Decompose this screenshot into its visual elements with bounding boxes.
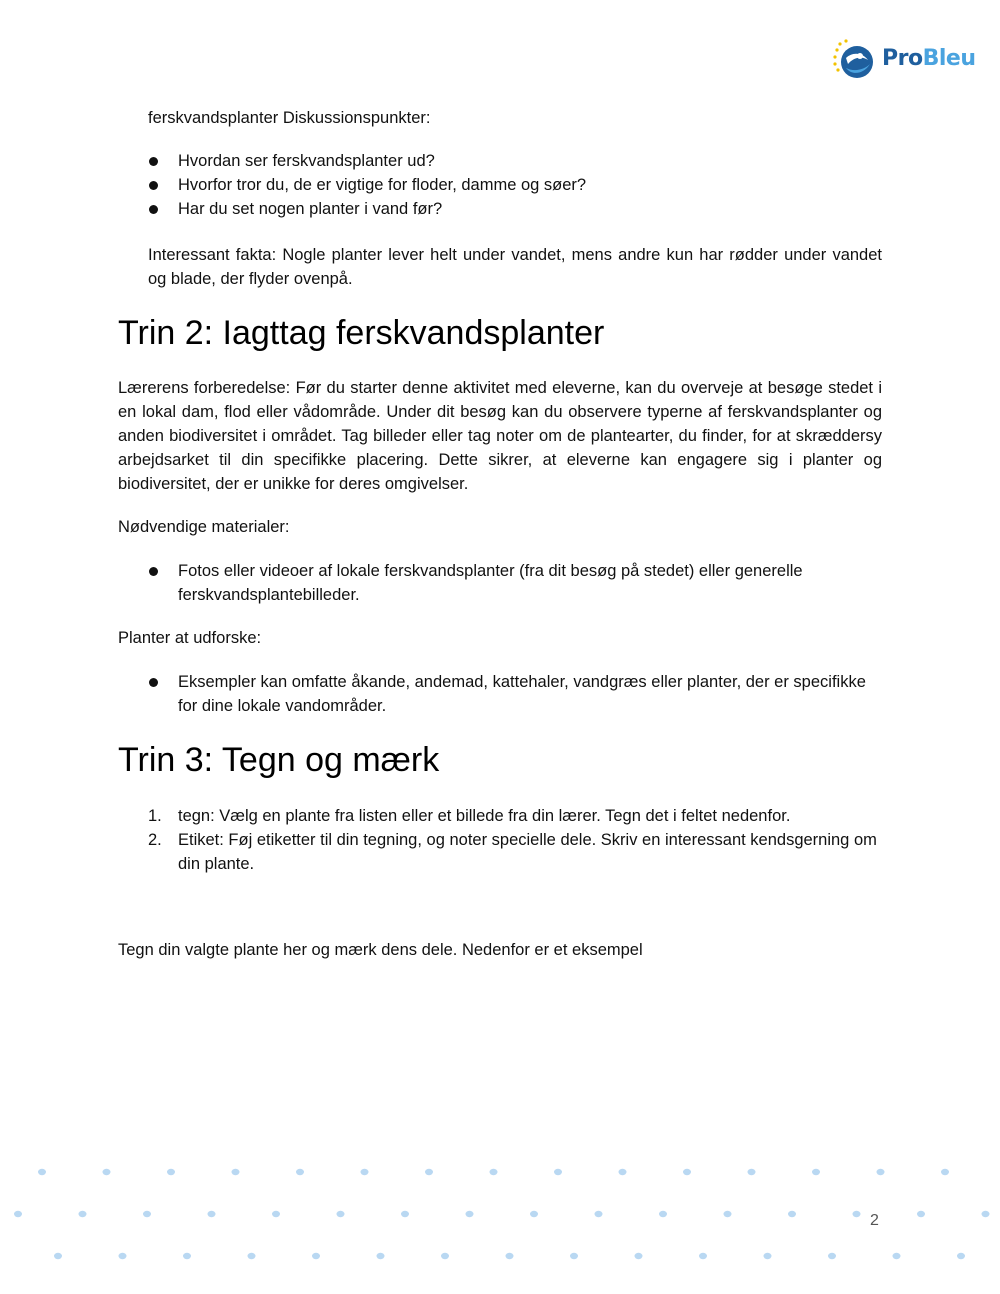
list-item [148,197,888,221]
decorative-dot [490,1169,498,1175]
decorative-dot [232,1169,240,1175]
decorative-dot [377,1253,385,1259]
decorative-dot [272,1211,280,1217]
decorative-dot [248,1253,256,1259]
decorative-dot [167,1169,175,1175]
decorative-dot [296,1169,304,1175]
list-item [148,173,888,197]
decorative-dot [183,1253,191,1259]
decorative-dot [788,1211,796,1217]
probleu-logo-text [882,46,976,71]
list-item-text: Har du set nogen planter i vand før? [178,200,443,218]
decorative-dot [337,1211,345,1217]
decorative-dot [54,1253,62,1259]
decorative-dot [14,1211,22,1217]
page-number: 2 [870,1212,879,1229]
decorative-dot [659,1211,667,1217]
decorative-dot [877,1169,885,1175]
decorative-dot [619,1169,627,1175]
decorative-dot [570,1253,578,1259]
decorative-dot [828,1253,836,1259]
logo-text-bleu: Bleu [922,46,976,71]
decorative-dot [893,1253,901,1259]
plants-label: Planter at udforske: [118,629,262,647]
decorative-dot [748,1169,756,1175]
decorative-dot [208,1211,216,1217]
decorative-dot [312,1253,320,1259]
decorative-dot [595,1211,603,1217]
teacher-preparation: Lærerens forberedelse: Før du starter denne aktivitet med eleverne, kan du overveje at besøge stedet i en lokal dam, flod eller vådområde. Under dit besøg kan du observere typerne af ferskvandsplanter og anden biodiversitet i området. Tag billeder eller tag noter om de plantearter, du finder, for at skræddersy arbejdsarket til din specifikke placering. Dette sikrer, at eleverne kan engagere sig i planter og biodiversitet, der er unikke for deres omgivelser. [118,379,882,493]
list-item-text: Hvordan ser ferskvandsplanter ud? [178,152,435,170]
decorative-dot [724,1211,732,1217]
decorative-dot [853,1211,861,1217]
decorative-dot [425,1169,433,1175]
step2-heading: Trin 2: Iagttag ferskvandsplanter [118,314,605,352]
decorative-dot [957,1253,965,1259]
list-item [148,559,882,607]
list-item-text: tegn: Vælg en plante fra listen eller et billede fra din lærer. Tegn det i feltet nedenfor. [178,807,791,825]
decorative-dot [143,1211,151,1217]
materials-label: Nødvendige materialer: [118,518,290,536]
decorative-dot [764,1253,772,1259]
decorative-dot [941,1169,949,1175]
list-item [148,149,888,173]
discussion-label: ferskvandsplanter Diskussionspunkter: [148,109,431,127]
list-item [148,670,882,718]
list-item [148,828,882,876]
list-item-text: Eksempler kan omfatte åkande, andemad, kattehaler, vandgræs eller planter, der er specifikke for dine lokale vandområder. [178,673,866,715]
decorative-dot [699,1253,707,1259]
bullet-icon [149,181,158,190]
decorative-dot [982,1211,990,1217]
decorative-dot [530,1211,538,1217]
probleu-logo-icon [832,38,878,82]
plants-list [148,670,882,718]
list-item-text: Fotos eller videoer af lokale ferskvandsplanter (fra dit besøg på stedet) eller generelle ferskvandsplantebilleder. [178,562,803,604]
step-number: 2. [148,831,162,849]
step-number: 1. [148,807,162,825]
decorative-dot [401,1211,409,1217]
list-item-text: Hvorfor tror du, de er vigtige for floder, damme og søer? [178,176,587,194]
list-item [148,804,882,828]
step3-instructions [148,804,882,876]
decorative-dot [103,1169,111,1175]
interesting-fact: Interessant fakta: Nogle planter lever helt under vandet, mens andre kun har rødder under vandet og blade, der flyder ovenpå. [148,246,882,288]
bullet-icon [149,157,158,166]
decorative-dot [812,1169,820,1175]
step3-heading: Trin 3: Tegn og mærk [118,741,440,779]
decorative-dot [554,1169,562,1175]
decorative-dot [917,1211,925,1217]
decorative-dot [361,1169,369,1175]
bullet-icon [149,205,158,214]
probleu-logo [832,38,982,82]
decorative-dot [119,1253,127,1259]
discussion-list [148,149,888,221]
decorative-dot [506,1253,514,1259]
decorative-dot [683,1169,691,1175]
decorative-dot [635,1253,643,1259]
logo-text-pro: Pro [882,46,923,71]
decorative-dot [441,1253,449,1259]
decorative-dot [38,1169,46,1175]
decorative-dots-pattern [0,1150,1000,1294]
bullet-icon [149,567,158,576]
bullet-icon [149,678,158,687]
decorative-dot [466,1211,474,1217]
draw-prompt: Tegn din valgte plante her og mærk dens dele. Nedenfor er et eksempel [118,941,643,959]
list-item-text: Etiket: Føj etiketter til din tegning, og noter specielle dele. Skriv en interessant kendsgerning om din plante. [178,831,877,873]
decorative-dot [79,1211,87,1217]
materials-list [148,559,882,607]
